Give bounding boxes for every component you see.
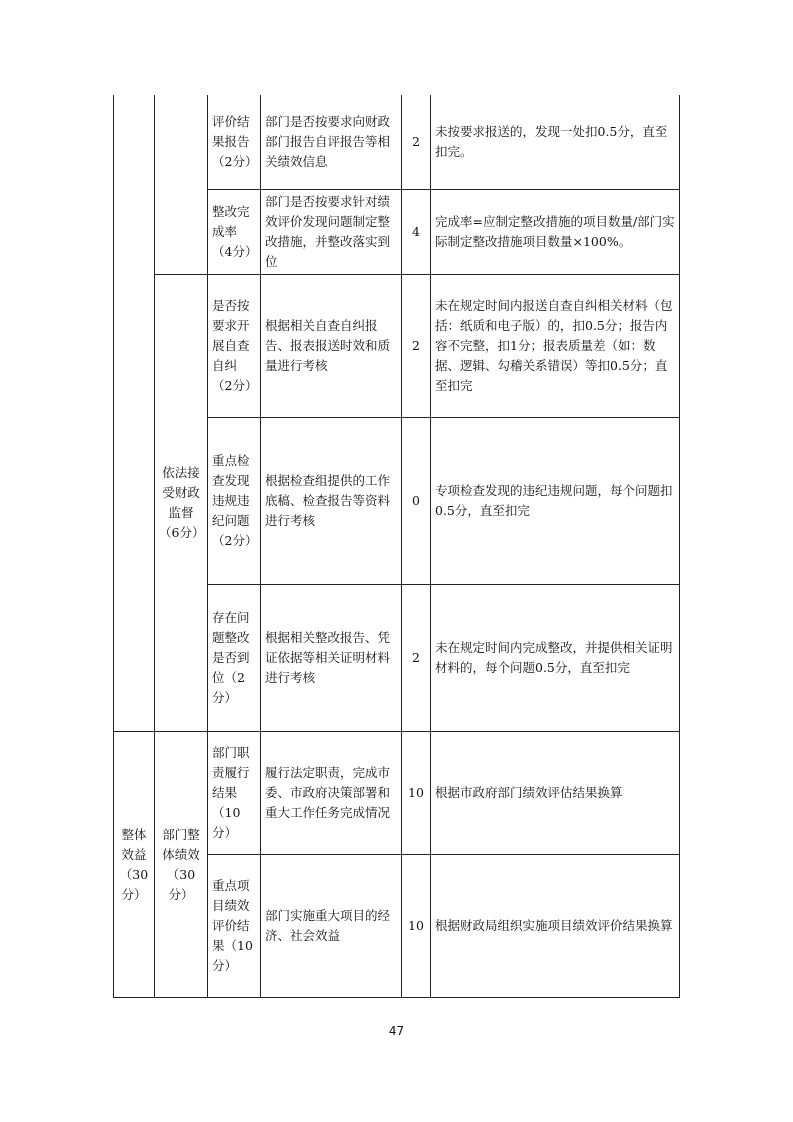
scoring-rule: 未在规定时间内报送自查自纠相关材料（包括：纸质和电子版）的，扣0.5分；报告内容不完整，扣1分；报表质量差（如：数据、逻辑、勾稽关系错误）等扣0.5分；直至扣完 — [431, 275, 680, 418]
scoring-rule: 专项检查发现的违纪违规问题，每个问题扣0.5分，直至扣完 — [431, 418, 680, 585]
score: 0 — [402, 418, 431, 585]
score: 4 — [402, 190, 431, 275]
level3-indicator: 重点检查发现违规违纪问题（2分） — [208, 418, 261, 585]
table-row — [114, 95, 680, 190]
evaluation-content: 部门实施重大项目的经济、社会效益 — [261, 855, 402, 998]
table-row — [114, 275, 680, 418]
evaluation-content: 履行法定职责，完成市委、市政府决策部署和重大工作任务完成情况 — [261, 732, 402, 855]
level2-indicator: 部门整体绩效（30分） — [155, 732, 208, 998]
scoring-rule: 未在规定时间内完成整改，并提供相关证明材料的，每个问题0.5分，直至扣完 — [431, 585, 680, 732]
level3-indicator: 存在问题整改是否到位（2分） — [208, 585, 261, 732]
evaluation-content: 部门是否按要求针对绩效评价发现问题制定整改措施，并整改落实到位 — [261, 190, 402, 275]
level3-indicator: 是否按要求开展自查自纠（2分） — [208, 275, 261, 418]
scoring-rule: 根据财政局组织实施项目绩效评价结果换算 — [431, 855, 680, 998]
scoring-rule: 完成率=应制定整改措施的项目数量/部门实际制定整改措施项目数量×100%。 — [431, 190, 680, 275]
score: 2 — [402, 275, 431, 418]
score: 2 — [402, 585, 431, 732]
score: 10 — [402, 855, 431, 998]
evaluation-content: 根据相关整改报告、凭证依据等相关证明材料进行考核 — [261, 585, 402, 732]
level3-indicator: 评价结果报告（2分） — [208, 95, 261, 190]
page-number: 47 — [388, 1024, 405, 1038]
evaluation-content: 根据检查组提供的工作底稿、检查报告等资料进行考核 — [261, 418, 402, 585]
level3-indicator: 部门职责履行结果（10分） — [208, 732, 261, 855]
score: 2 — [402, 95, 431, 190]
level3-indicator: 重点项目绩效评价结果（10分） — [208, 855, 261, 998]
table-row — [114, 732, 680, 855]
level2-indicator: 依法接受财政监督（6分） — [155, 275, 208, 732]
level2-indicator — [155, 95, 208, 275]
scoring-rule: 未按要求报送的，发现一处扣0.5分，直至扣完。 — [431, 95, 680, 190]
level3-indicator: 整改完成率（4分） — [208, 190, 261, 275]
evaluation-table — [113, 95, 680, 998]
evaluation-content: 部门是否按要求向财政部门报告自评报告等相关绩效信息 — [261, 95, 402, 190]
evaluation-content: 根据相关自查自纠报告、报表报送时效和质量进行考核 — [261, 275, 402, 418]
level1-indicator — [114, 95, 155, 732]
level1-indicator: 整体效益（30分） — [114, 732, 155, 998]
score: 10 — [402, 732, 431, 855]
scoring-rule: 根据市政府部门绩效评估结果换算 — [431, 732, 680, 855]
